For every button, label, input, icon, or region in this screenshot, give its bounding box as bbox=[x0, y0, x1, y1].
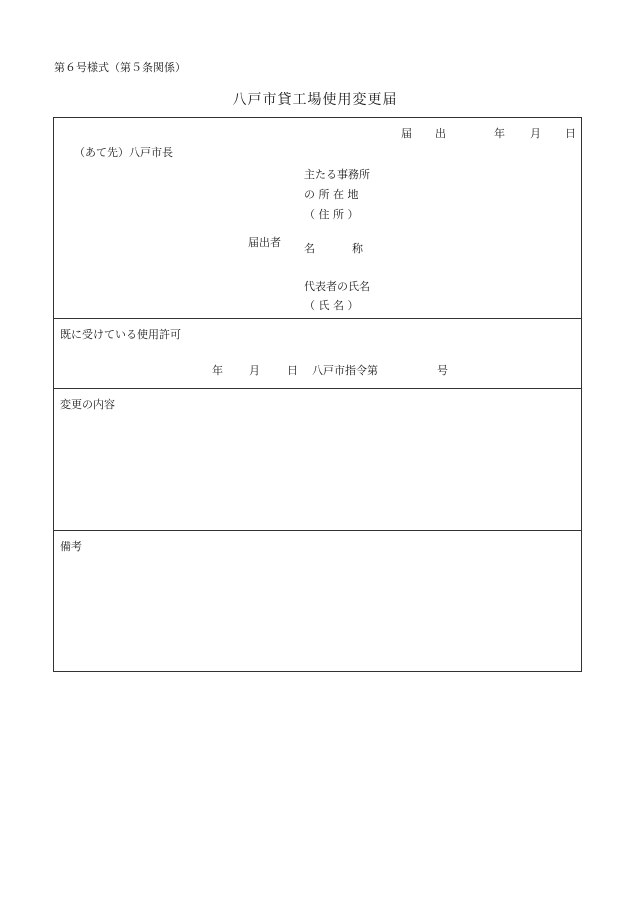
permit-heading: 既に受けている使用許可 bbox=[60, 328, 181, 341]
permit-number-suffix: 号 bbox=[437, 364, 448, 377]
form-number: 第６号様式（第５条関係） bbox=[54, 61, 186, 74]
change-heading: 変更の内容 bbox=[60, 398, 115, 411]
divider-remarks bbox=[54, 530, 581, 531]
notification-year-label: 年 bbox=[494, 127, 505, 140]
permit-directive-label: 八戸市指令第 bbox=[312, 364, 378, 377]
permit-day-label: 日 bbox=[287, 364, 298, 377]
notification-date-label: 届 出 bbox=[401, 127, 452, 140]
representative-label-2: （ 氏 名 ） bbox=[304, 299, 359, 312]
name-label-second: 称 bbox=[352, 242, 363, 255]
divider-permit bbox=[54, 318, 581, 319]
office-address-label-1: 主たる事務所 bbox=[304, 168, 370, 181]
form-title: 八戸市貸工場使用変更届 bbox=[232, 92, 398, 108]
addressee: （あて先）八戸市長 bbox=[74, 146, 173, 159]
office-address-label-2: の 所 在 地 bbox=[304, 188, 359, 201]
divider-change bbox=[54, 388, 581, 389]
permit-year-label: 年 bbox=[212, 364, 223, 377]
representative-label-1: 代表者の氏名 bbox=[304, 280, 370, 293]
applicant-label: 届出者 bbox=[248, 236, 281, 249]
permit-month-label: 月 bbox=[249, 364, 260, 377]
office-address-label-3: （ 住 所 ） bbox=[304, 208, 359, 221]
form-table bbox=[53, 117, 582, 672]
remarks-heading: 備考 bbox=[60, 540, 82, 553]
name-label-first: 名 bbox=[304, 242, 315, 255]
notification-month-label: 月 bbox=[530, 127, 541, 140]
notification-day-label: 日 bbox=[565, 127, 576, 140]
